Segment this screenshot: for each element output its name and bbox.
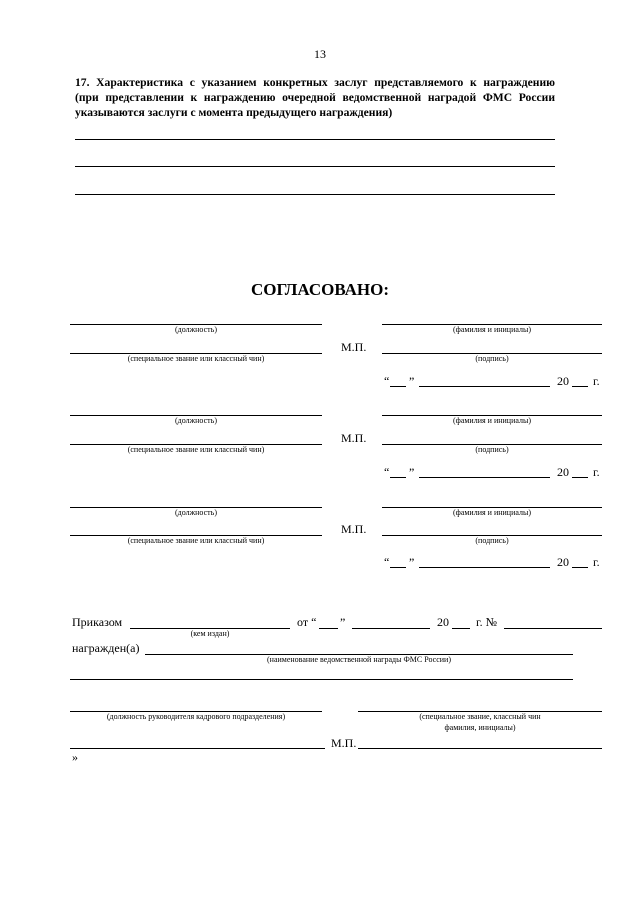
hr-head-position-caption: (должность руководителя кадрового подразделения) [106, 712, 286, 721]
date-quote-open: “ [384, 555, 390, 569]
name-caption: (фамилия и инициалы) [452, 508, 532, 517]
date-year-suffix: г. [593, 374, 600, 388]
page-number: 13 [314, 47, 326, 61]
order-from-label: от “ [297, 615, 317, 629]
date-month-field[interactable] [419, 567, 550, 568]
date-month-field[interactable] [419, 477, 550, 478]
date-month-field[interactable] [419, 386, 550, 387]
order-month-field[interactable] [352, 628, 430, 629]
signature-caption: (подпись) [475, 354, 509, 363]
date-year-suffix: г. [593, 555, 600, 569]
name-caption: (фамилия и инициалы) [452, 325, 532, 334]
closing-quote: » [72, 750, 78, 764]
order-label: Приказом [72, 615, 123, 629]
section-17-line-1: 17. Характеристика с указанием конкретных заслуг представляемого к награждению [75, 76, 555, 89]
issued-by-caption: (кем издан) [190, 629, 230, 638]
date-day-field[interactable] [390, 567, 406, 568]
characteristic-line-1[interactable] [75, 139, 555, 140]
date-quote-close: ” [409, 374, 415, 388]
stamp-label: М.П. [341, 522, 367, 536]
order-year-field[interactable] [452, 628, 470, 629]
rank-caption: (специальное звание или классный чин) [127, 354, 265, 363]
order-year-prefix: 20 [437, 615, 449, 629]
rank-name-caption-line-2: фамилия, инициалы) [444, 723, 516, 732]
date-day-field[interactable] [390, 477, 406, 478]
hr-head-name-field[interactable] [358, 748, 602, 749]
stamp-label: М.П. [341, 340, 367, 354]
award-name-continuation-field[interactable] [70, 679, 573, 680]
order-quote-close: ” [340, 615, 346, 629]
order-day-field[interactable] [319, 628, 338, 629]
date-year-field[interactable] [572, 386, 588, 387]
award-name-caption: (наименование ведомственной награды ФМС России) [267, 655, 451, 664]
section-17-heading [75, 75, 555, 120]
signature-caption: (подпись) [475, 445, 509, 454]
stamp-label: М.П. [341, 431, 367, 445]
name-caption: (фамилия и инициалы) [452, 416, 532, 425]
date-quote-close: ” [409, 555, 415, 569]
characteristic-line-2[interactable] [75, 166, 555, 167]
hr-stamp-label: М.П. [331, 736, 357, 750]
agreed-title: СОГЛАСОВАНО: [250, 280, 389, 299]
section-17-line-3: указываются заслуги с момента предыдущего награждения) [75, 106, 393, 119]
date-day-field[interactable] [390, 386, 406, 387]
date-quote-close: ” [409, 465, 415, 479]
date-quote-open: “ [384, 374, 390, 388]
date-year-suffix: г. [593, 465, 600, 479]
hr-head-signature-field[interactable] [70, 748, 325, 749]
date-year-prefix: 20 [557, 555, 569, 569]
rank-caption: (специальное звание или классный чин) [127, 536, 265, 545]
order-number-field[interactable] [504, 628, 602, 629]
section-17-line-2: (при представлении к награждению очередной ведомственной наградой ФМС России [75, 91, 555, 104]
awarded-label: награжден(а) [72, 641, 140, 655]
date-year-prefix: 20 [557, 374, 569, 388]
date-year-field[interactable] [572, 567, 588, 568]
order-number-label: г. № [476, 615, 498, 629]
position-caption: (должность) [175, 416, 217, 425]
position-caption: (должность) [175, 508, 217, 517]
date-year-prefix: 20 [557, 465, 569, 479]
date-year-field[interactable] [572, 477, 588, 478]
signature-caption: (подпись) [475, 536, 509, 545]
characteristic-line-3[interactable] [75, 194, 555, 195]
position-caption: (должность) [175, 325, 217, 334]
rank-name-caption-line-1: (специальное звание, классный чин [419, 712, 541, 721]
date-quote-open: “ [384, 465, 390, 479]
rank-caption: (специальное звание или классный чин) [127, 445, 265, 454]
